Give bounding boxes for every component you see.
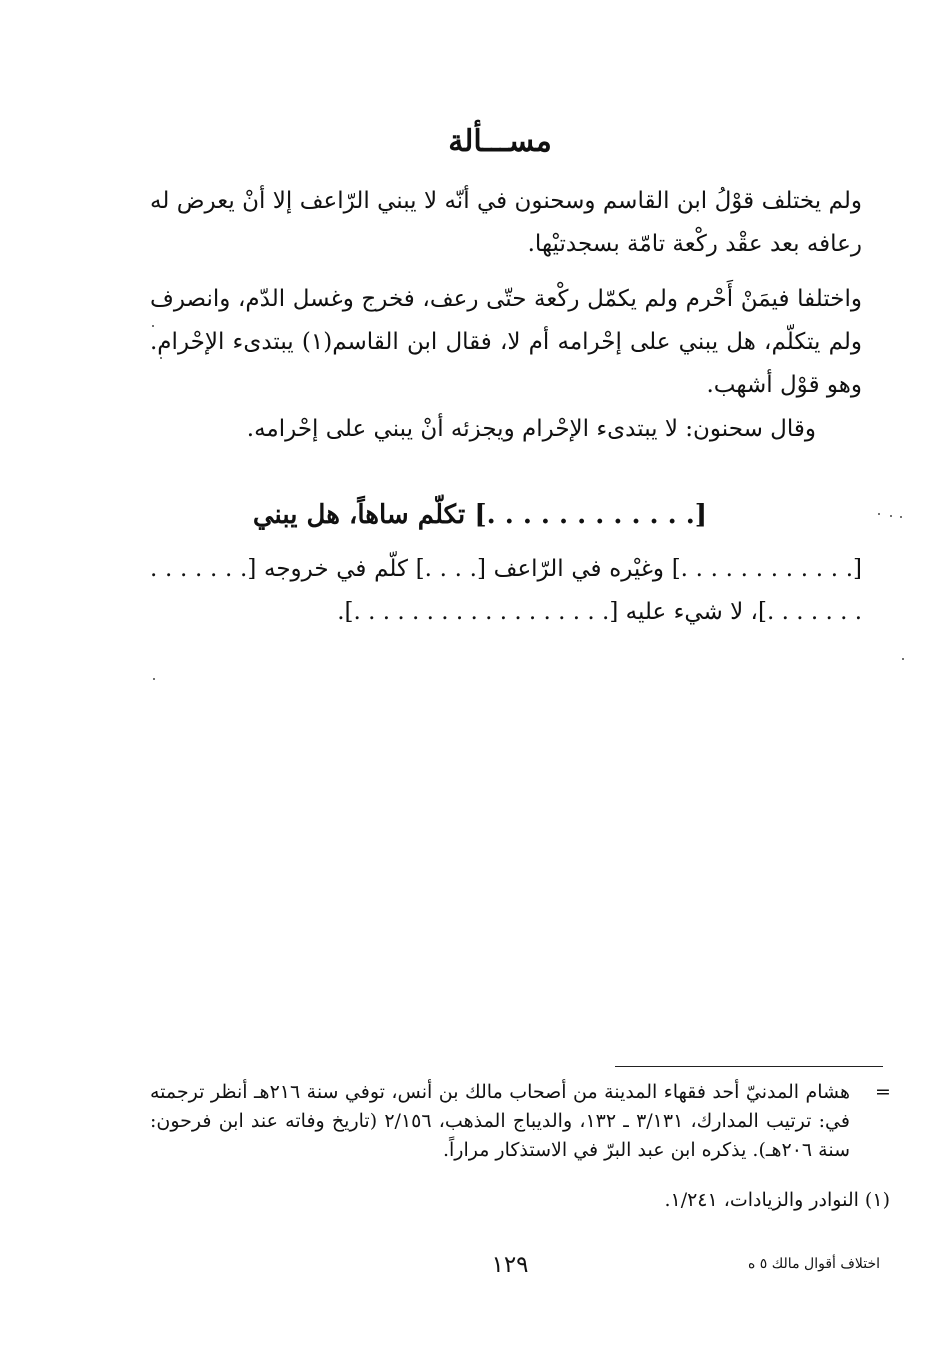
paragraph-1: ولم يختلف قوْلُ ابن القاسم وسحنون في أنّه لا يبني الرّاعف إلا أنْ يعرض له رعافه بعد عقْد ركْعة تامّة بسجدتيْها. — [150, 188, 862, 257]
scan-speck — [900, 516, 902, 518]
page-title: مســـألة — [448, 124, 552, 159]
paragraph-4: [. . . . . . . . . . . .] وغيْره في الرّاعف [. . . .] كلّم في خروجه [. . . . . . . . . . . . . .]، لا شيء عليه [. . . . . . . . . . . . . . . . . .]. — [150, 556, 862, 625]
footnote-divider — [615, 1066, 883, 1067]
scan-speck — [160, 357, 162, 359]
scan-speck — [890, 515, 892, 517]
paragraph-2: واختلفا فيمَنْ أَحْرم ولم يكمّل ركْعة حتّى رعف، فخرج وغسل الدّم، وانصرف ولم يتكلّم، هل يبني على إحْرامه أم لا، فقال ابن القاسم(١) يبتدىء الإحْرام. وهو قوْل أشهب. — [150, 286, 863, 398]
paragraph-3: وقال سحنون: لا يبتدىء الإحْرام ويجزئه أنْ يبني على إحْرامه. — [246, 416, 816, 442]
scan-speck — [152, 325, 154, 327]
page-number: ١٢٩ — [491, 1252, 529, 1278]
scan-speck — [902, 658, 904, 660]
scan-speck — [153, 678, 155, 680]
footnote-1: (١) النوادر والزيادات، ١/٢٤١. — [664, 1189, 890, 1211]
footnote-continuation-marker: = — [875, 1081, 891, 1103]
section-subheading: [. . . . . . . . . . . .] تكلّم ساهاً، هل يبني — [252, 500, 708, 530]
footnote-continuation: هشام المدنيّ أحد فقهاء المدينة من أصحاب مالك بن أنس، توفي سنة ٢١٦هـ أنظر ترجمته في: ترتيب المدارك، ٣/١٣١ ـ ١٣٢، والديباج المذهب، ٢/١٥٦ (تاريخ وفاته عند ابن فرحون: سنة ٢٠٦هـ). يذكره ابن عبد البرّ في الاستذكار مراراً. — [150, 1081, 850, 1161]
running-footer: اختلاف أقوال مالك ٥ ه — [747, 1256, 880, 1272]
scan-speck — [878, 513, 880, 515]
